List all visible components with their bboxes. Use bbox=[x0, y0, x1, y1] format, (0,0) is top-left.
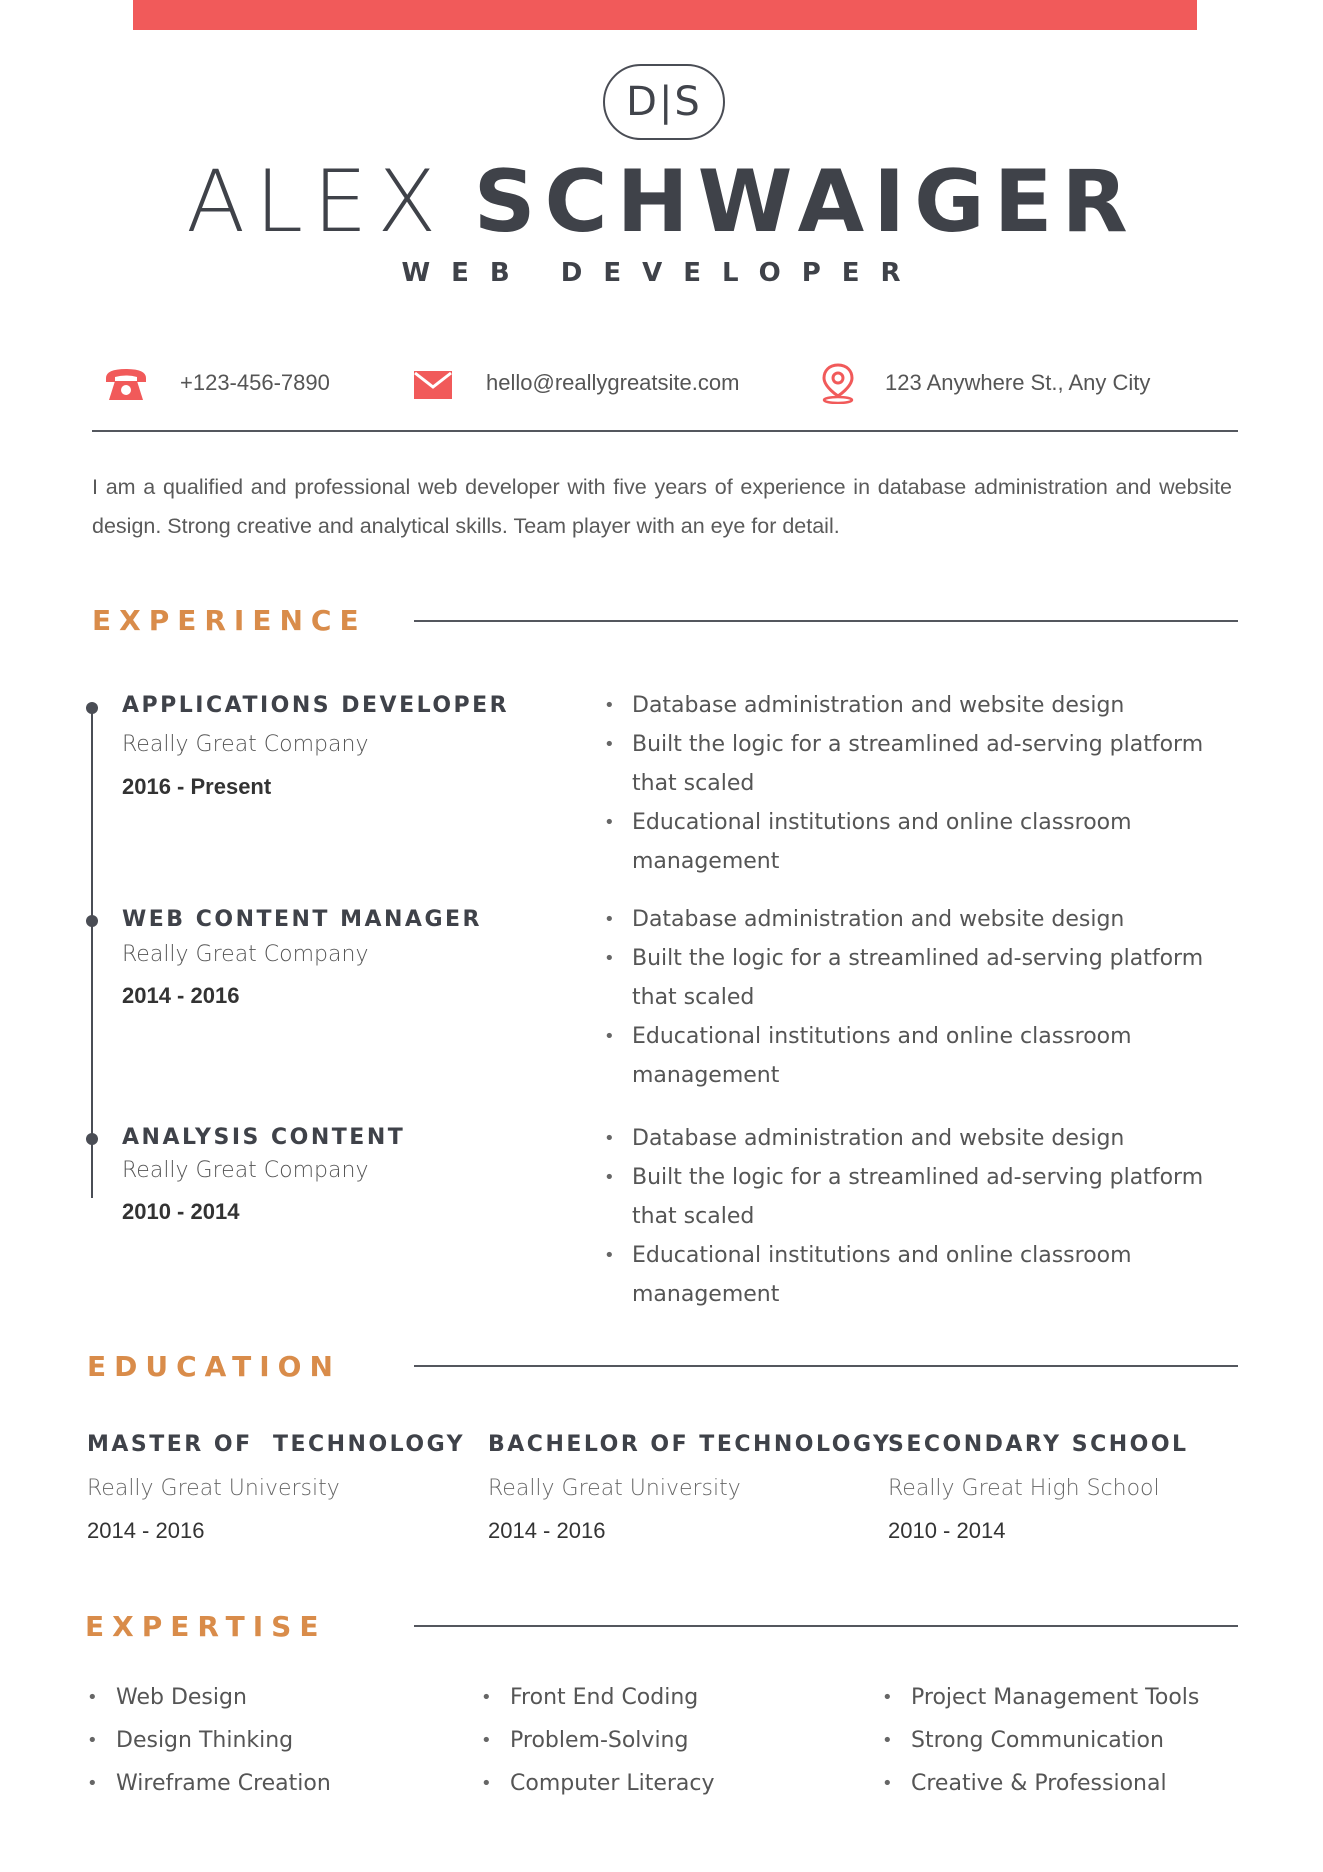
list-item: • Web Design bbox=[87, 1676, 331, 1719]
experience-divider bbox=[414, 620, 1238, 622]
job-dates: 2014 - 2016 bbox=[122, 983, 240, 1008]
list-item: • Wireframe Creation bbox=[87, 1762, 331, 1805]
list-item: • Database administration and website design bbox=[604, 686, 1244, 725]
job-role: WEB DEVELOPER bbox=[401, 258, 922, 288]
job-responsibilities bbox=[604, 686, 1244, 881]
education-divider bbox=[414, 1365, 1238, 1367]
company-name: Really Great Company bbox=[122, 732, 369, 757]
degree-title: SECONDARY SCHOOL bbox=[888, 1432, 1189, 1457]
address: 123 Anywhere St., Any City bbox=[885, 370, 1151, 395]
job-title: ANALYSIS CONTENT bbox=[122, 1125, 406, 1150]
mail-icon bbox=[414, 371, 452, 404]
list-item: • Database administration and website design bbox=[604, 1119, 1244, 1158]
degree-title: BACHELOR OF TECHNOLOGY bbox=[488, 1432, 892, 1457]
job-responsibilities bbox=[604, 1119, 1244, 1314]
degree-title: MASTER OF TECHNOLOGY bbox=[87, 1432, 466, 1457]
phone-number: +123-456-7890 bbox=[180, 370, 330, 395]
list-item: • Problem-Solving bbox=[481, 1719, 715, 1762]
skills-list bbox=[882, 1676, 1199, 1805]
job-dates: 2016 - Present bbox=[122, 774, 272, 799]
school-name: Really Great High School bbox=[888, 1476, 1160, 1501]
location-pin-icon bbox=[820, 362, 856, 409]
list-item: • Design Thinking bbox=[87, 1719, 331, 1762]
list-item: • Educational institutions and online classroom management bbox=[604, 1236, 1244, 1314]
first-name: ALEX bbox=[186, 152, 447, 252]
list-item: • Educational institutions and online classroom management bbox=[604, 803, 1244, 881]
skills-list bbox=[481, 1676, 715, 1805]
company-name: Really Great Company bbox=[122, 1158, 369, 1183]
email-address: hello@reallygreatsite.com bbox=[486, 370, 740, 395]
timeline-dot bbox=[86, 915, 98, 927]
list-item: • Computer Literacy bbox=[481, 1762, 715, 1805]
list-item: • Built the logic for a streamlined ad-serving platform that scaled bbox=[604, 1158, 1244, 1236]
education-dates: 2014 - 2016 bbox=[488, 1518, 606, 1543]
list-item: • Creative & Professional bbox=[882, 1762, 1199, 1805]
education-heading: EDUCATION bbox=[87, 1350, 341, 1383]
school-name: Really Great University bbox=[488, 1476, 741, 1501]
list-item: • Educational institutions and online classroom management bbox=[604, 1017, 1244, 1095]
list-item: • Strong Communication bbox=[882, 1719, 1199, 1762]
job-dates: 2010 - 2014 bbox=[122, 1199, 240, 1224]
expertise-divider bbox=[414, 1625, 1238, 1627]
skills-list bbox=[87, 1676, 331, 1805]
expertise-heading: EXPERTISE bbox=[85, 1610, 327, 1643]
experience-timeline bbox=[91, 703, 93, 1198]
company-name: Really Great Company bbox=[122, 942, 369, 967]
phone-icon bbox=[103, 364, 149, 409]
job-title: APPLICATIONS DEVELOPER bbox=[122, 693, 510, 718]
timeline-dot bbox=[86, 1133, 98, 1145]
job-title: WEB CONTENT MANAGER bbox=[122, 907, 482, 932]
top-accent-bar bbox=[133, 0, 1197, 30]
monogram: D|S bbox=[603, 64, 725, 140]
school-name: Really Great University bbox=[87, 1476, 340, 1501]
contact-divider bbox=[92, 430, 1238, 432]
list-item: • Front End Coding bbox=[481, 1676, 715, 1719]
timeline-dot bbox=[86, 702, 98, 714]
profile-summary: I am a qualified and professional web developer with five years of experience in database administration and website design. Strong creative and analytical skills. Team player with an eye for detail. bbox=[92, 475, 1232, 538]
list-item: • Built the logic for a streamlined ad-serving platform that scaled bbox=[604, 725, 1244, 803]
list-item: • Built the logic for a streamlined ad-serving platform that scaled bbox=[604, 939, 1244, 1017]
list-item: • Project Management Tools bbox=[882, 1676, 1199, 1719]
list-item: • Database administration and website design bbox=[604, 900, 1244, 939]
last-name: SCHWAIGER bbox=[473, 152, 1137, 252]
education-dates: 2010 - 2014 bbox=[888, 1518, 1006, 1543]
full-name bbox=[0, 152, 1323, 252]
education-dates: 2014 - 2016 bbox=[87, 1518, 205, 1543]
experience-heading: EXPERIENCE bbox=[92, 604, 367, 637]
job-responsibilities bbox=[604, 900, 1244, 1095]
